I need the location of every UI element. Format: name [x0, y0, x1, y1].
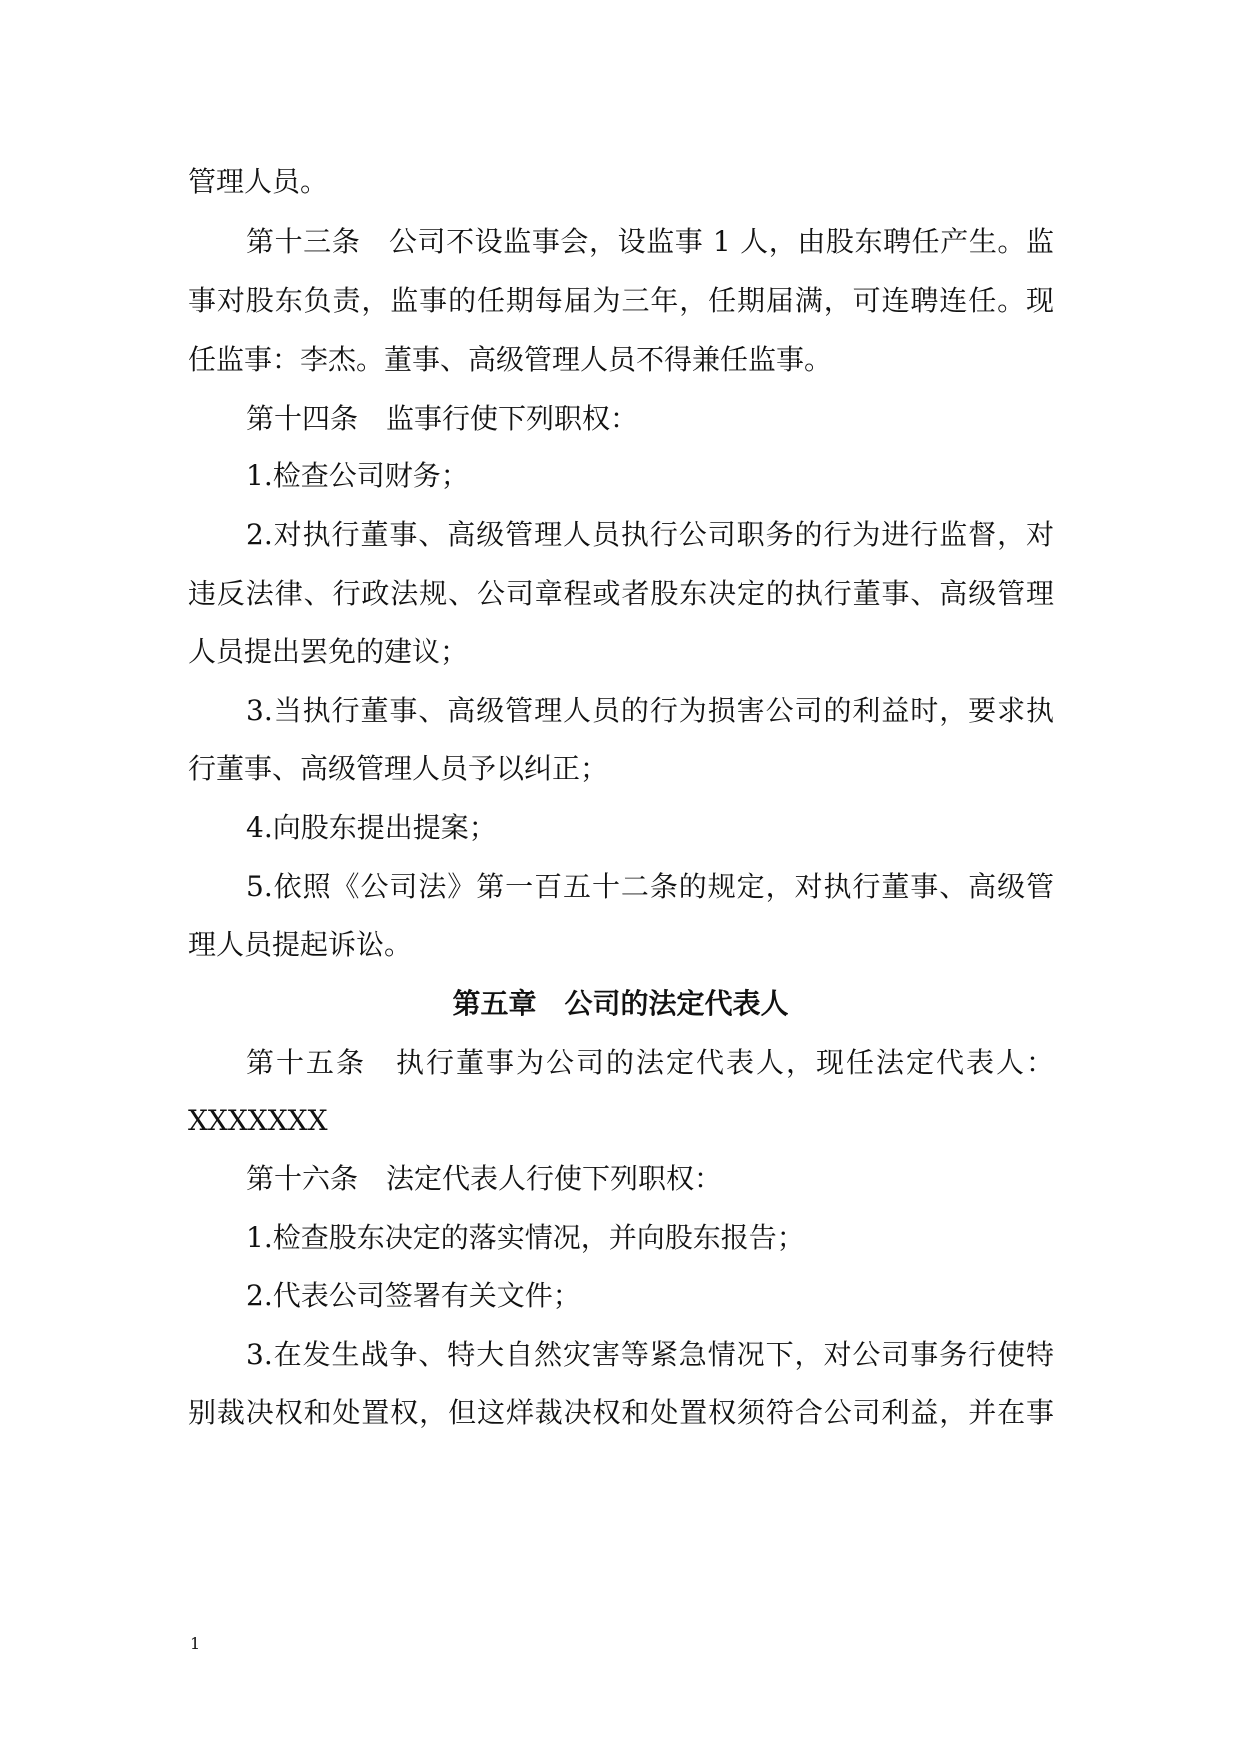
text-line: 理人员提起诉讼。 [188, 928, 413, 961]
text-line: 人员提出罢免的建议； [188, 635, 469, 668]
list-item: 3.当执行董事、高级管理人员的行为损害公司的利益时，要求执 [246, 694, 1054, 727]
text-line: 任监事：李杰。董事、高级管理人员不得兼任监事。 [188, 343, 833, 376]
list-item: 2.对执行董事、高级管理人员执行公司职务的行为进行监督，对 [246, 518, 1054, 551]
article-16-line: 第十六条 法定代表人行使下列职权： [246, 1162, 723, 1195]
list-item: 4.向股东提出提案； [246, 811, 497, 844]
list-item: 5.依照《公司法》第一百五十二条的规定，对执行董事、高级管 [246, 870, 1054, 903]
chapter-heading: 第五章 公司的法定代表人 [452, 987, 789, 1020]
text-line: 行董事、高级管理人员予以纠正； [188, 752, 609, 785]
list-item: 2.代表公司签署有关文件； [246, 1279, 581, 1312]
text-line: 管理人员。 [188, 165, 329, 198]
article-13-line: 第十三条 公司不设监事会，设监事 1 人，由股东聘任产生。监 [246, 225, 1054, 258]
text-line: 事对股东负责，监事的任期每届为三年，任期届满，可连聘连任。现 [188, 284, 1054, 317]
article-14-line: 第十四条 监事行使下列职权： [246, 402, 639, 435]
article-15-line: 第十五条 执行董事为公司的法定代表人，现任法定代表人： [246, 1046, 1054, 1079]
page-number: 1 [190, 1634, 201, 1653]
text-line: 违反法律、行政法规、公司章程或者股东决定的执行董事、高级管理 [188, 577, 1054, 610]
list-item: 1.检查股东决定的落实情况，并向股东报告； [246, 1221, 805, 1254]
list-item: 1.检查公司财务； [246, 459, 469, 492]
list-item: 3.在发生战争、特大自然灾害等紧急情况下，对公司事务行使特 [246, 1338, 1054, 1371]
text-line: 别裁决权和处置权，但这烊裁决权和处置权须符合公司利益，并在事 [188, 1396, 1054, 1429]
legal-representative-name: XXXXXXX [188, 1104, 328, 1137]
